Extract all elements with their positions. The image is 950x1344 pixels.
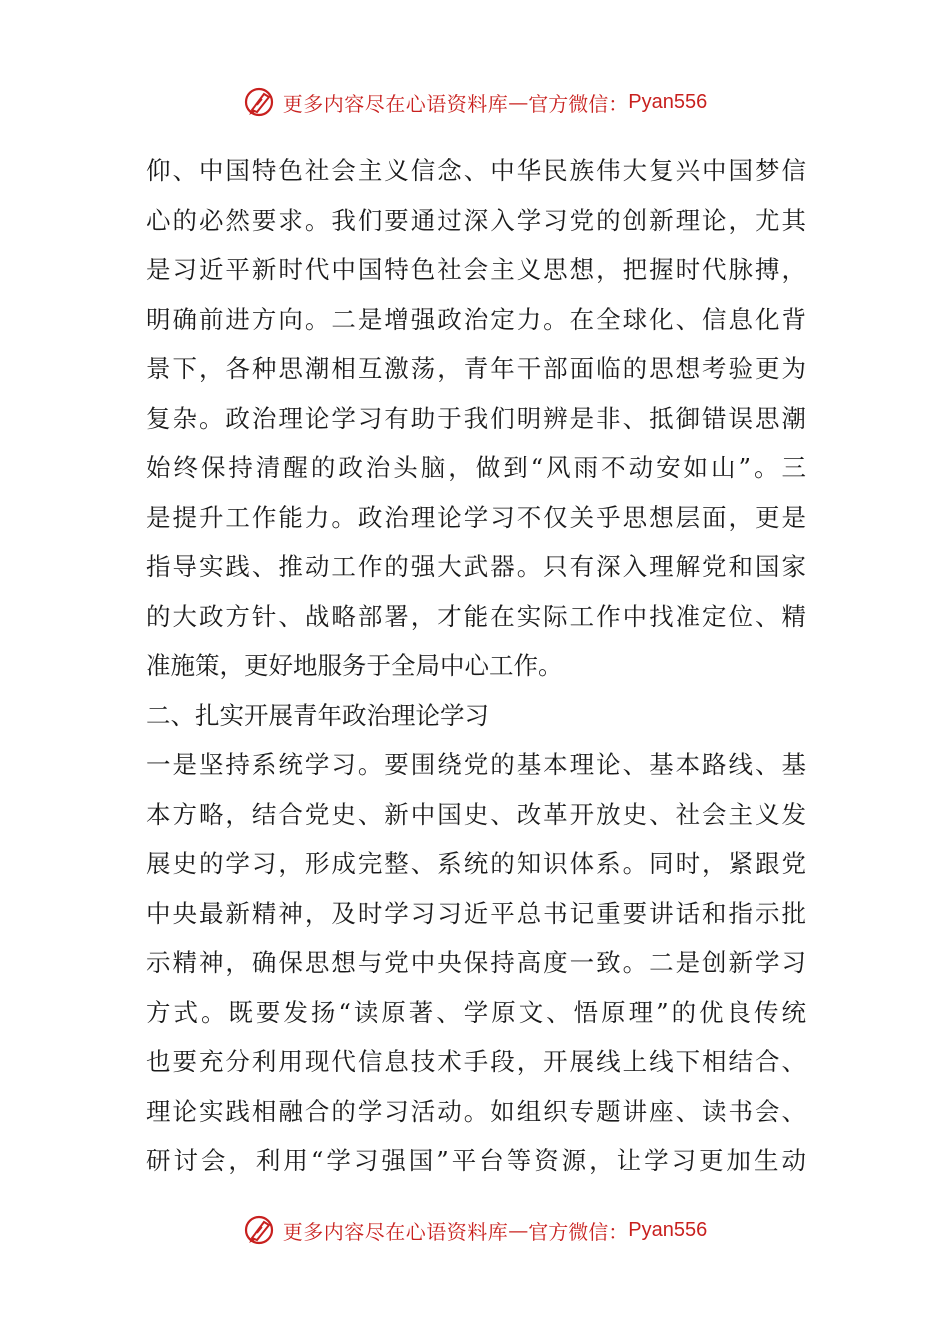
- text-line: 展史的学习，形成完整、系统的知识体系。同时，紧跟党: [146, 849, 806, 878]
- text-line: 是提升工作能力。政治理论学习不仅关乎思想层面，更是: [146, 502, 806, 532]
- banner-wechat-id: Pyan556: [628, 90, 708, 113]
- text-line: 的大政方针、战略部署，才能在实际工作中找准定位、精: [146, 601, 806, 631]
- text-line: 指导实践、推动工作的强大武器。只有深入理解党和国家: [146, 552, 806, 581]
- banner-brand-text: 更多内容尽在心语资料库: [282, 91, 509, 116]
- banner-separator: —: [508, 90, 529, 114]
- text-line: 本方略，结合党史、新中国史、改革开放史、社会主义发: [146, 799, 806, 829]
- banner-separator: —: [508, 1218, 529, 1242]
- header-banner: [0, 80, 950, 124]
- text-line: 方式。既要发扬“读原著、学原文、悟原理”的优良传统: [146, 997, 806, 1027]
- text-line: 一是坚持系统学习。要围绕党的基本理论、基本路线、基: [146, 750, 806, 779]
- text-line: 准施策，更好地服务于全局中心工作。: [146, 651, 563, 680]
- text-line: 复杂。政治理论学习有助于我们明辨是非、抵御错误思潮: [146, 403, 806, 433]
- text-line: 理论实践相融合的学习活动。如组织专题讲座、读书会、: [146, 1096, 806, 1126]
- text-line: 明确前进方向。二是增强政治定力。在全球化、信息化背: [146, 304, 806, 334]
- text-line: 中央最新精神，及时学习习近平总书记重要讲话和指示批: [146, 898, 806, 928]
- text-line: 也要充分利用现代信息技术手段，开展线上线下相结合、: [146, 1047, 806, 1076]
- text-line: 是习近平新时代中国特色社会主义思想，把握时代脉搏，: [146, 255, 806, 284]
- footer-banner: [0, 1208, 950, 1252]
- document-body: [146, 146, 806, 1186]
- text-line: 始终保持清醒的政治头脑，做到“风雨不动安如山”。三: [146, 453, 806, 482]
- text-line: 心的必然要求。我们要通过深入学习党的创新理论，尤其: [146, 205, 806, 235]
- text-line: 研讨会，利用“学习强国”平台等资源，让学习更加生动: [146, 1146, 806, 1175]
- text-line: 景下，各种思潮相互激荡，青年干部面临的思想考验更为: [146, 354, 806, 383]
- text-line: 仰、中国特色社会主义信念、中华民族伟大复兴中国梦信: [146, 156, 806, 185]
- banner-wechat-label: 官方微信：: [528, 1219, 629, 1244]
- banner-brand-text: 更多内容尽在心语资料库: [282, 1219, 509, 1244]
- pen-nib-circle-icon: [243, 85, 277, 119]
- banner-wechat-id: Pyan556: [628, 1218, 708, 1241]
- pen-nib-circle-icon: [243, 1213, 277, 1247]
- text-line: 示精神，确保思想与党中央保持高度一致。二是创新学习: [146, 948, 806, 977]
- section-heading: 二、扎实开展青年政治理论学习: [146, 700, 489, 730]
- banner-wechat-label: 官方微信：: [528, 91, 629, 116]
